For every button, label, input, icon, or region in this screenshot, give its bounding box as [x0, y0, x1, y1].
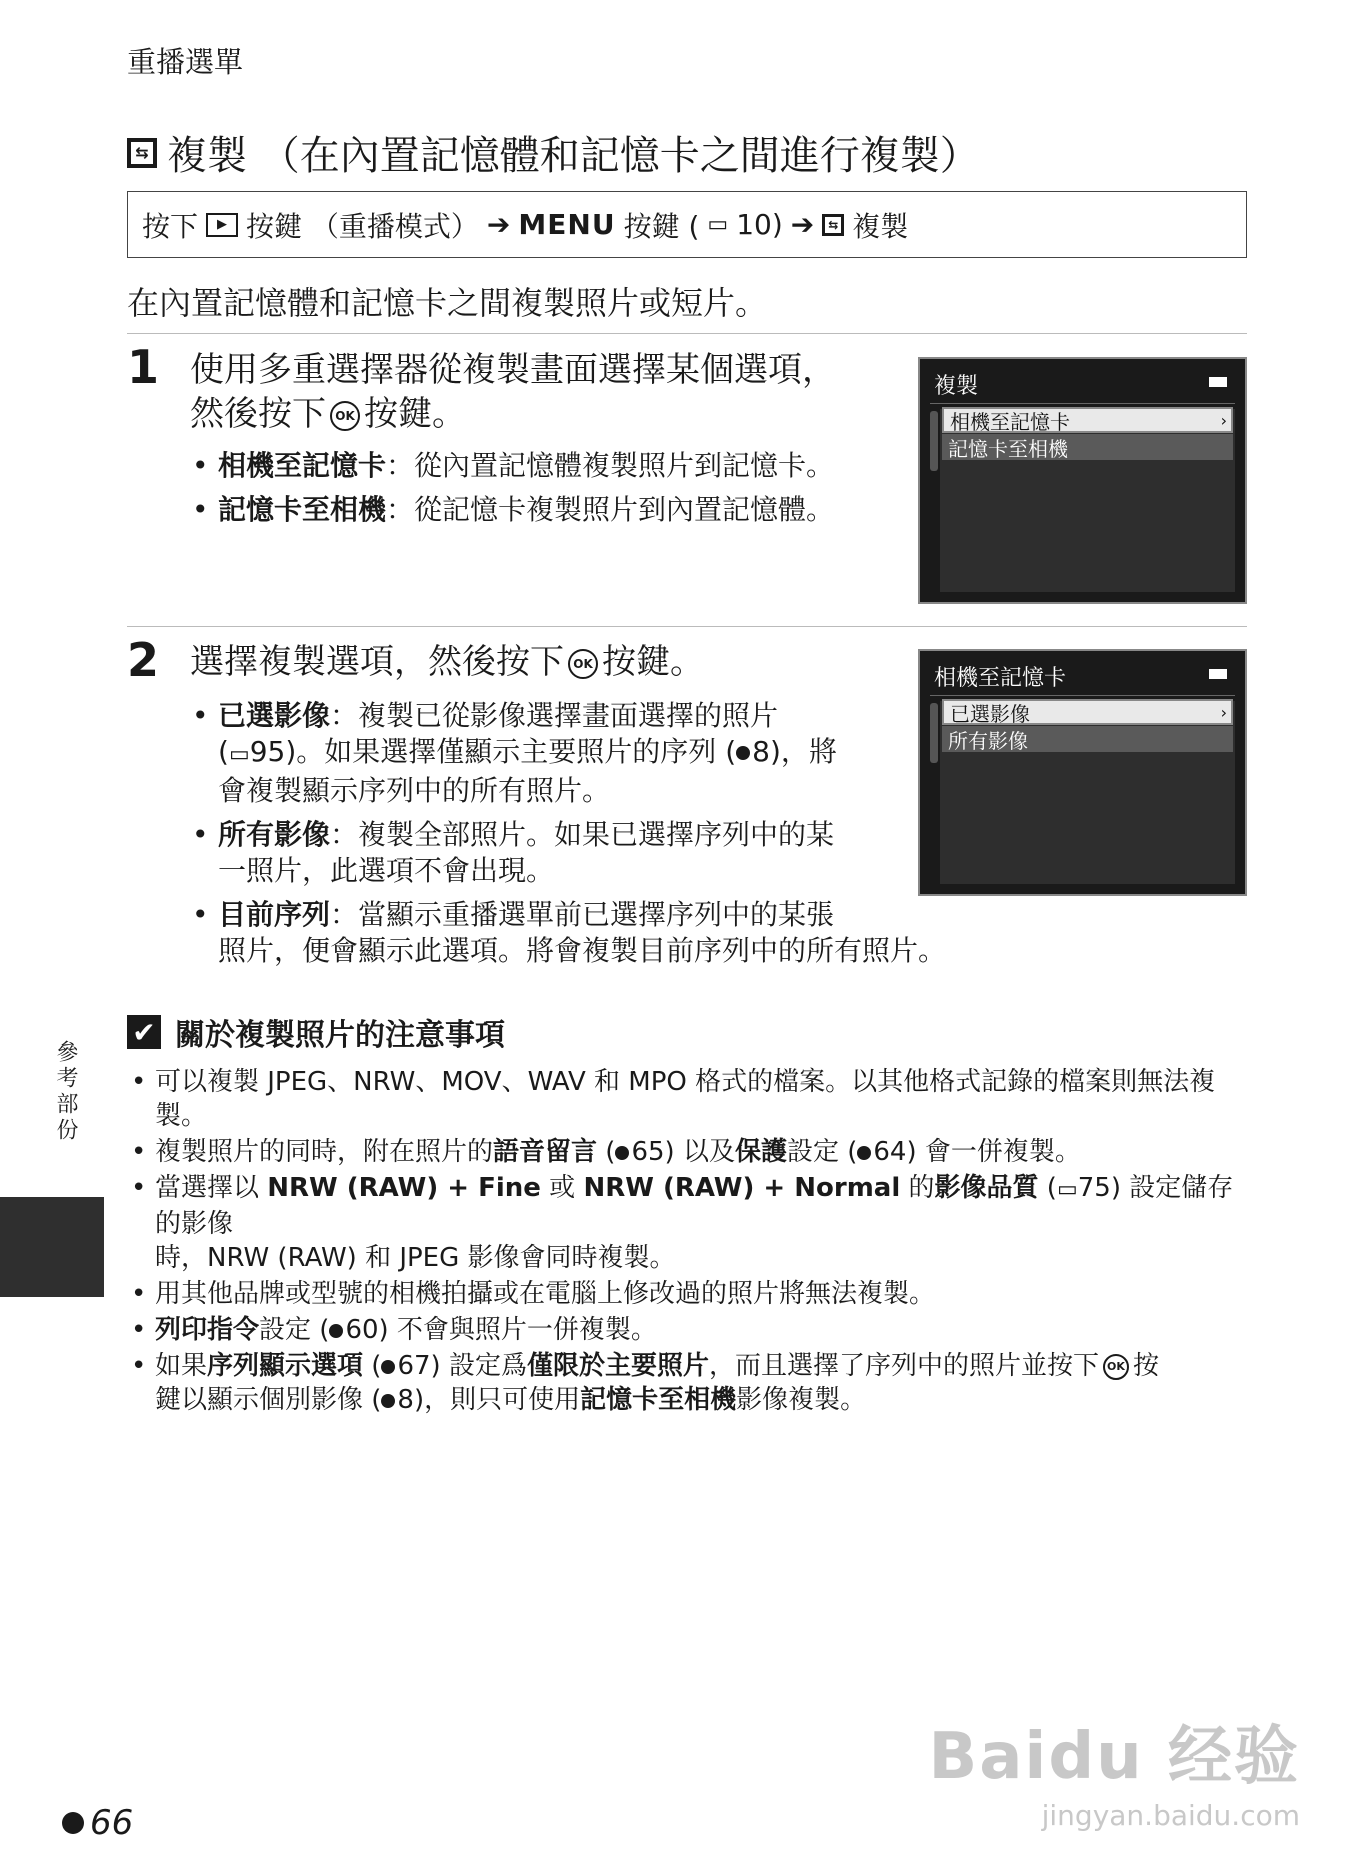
- camera-screen-camera-to-card: [918, 649, 1247, 896]
- note-bold: 影像品質: [934, 1173, 1039, 1203]
- note-text: (: [1038, 1173, 1057, 1203]
- screen-title: 複製: [934, 374, 979, 399]
- menu-option-selected-images[interactable]: 已選影像 ›: [942, 699, 1233, 725]
- checkmark-icon: ✔: [127, 1015, 161, 1049]
- divider: [127, 626, 1247, 627]
- list-item: [190, 897, 1250, 969]
- battery-icon: [1209, 669, 1227, 679]
- notes-title-text: 關於複製照片的注意事項: [175, 1018, 505, 1053]
- e-ref-icon: [736, 746, 750, 760]
- bullet-desc: 一照片，此選項不會出現。: [218, 854, 555, 887]
- note-text: 影像複製。: [736, 1385, 867, 1415]
- screen-divider: [930, 403, 1235, 404]
- book-ref-icon: ▭: [707, 212, 729, 237]
- arrow-icon: ➔: [486, 208, 511, 241]
- e-ref-icon: [62, 1812, 84, 1834]
- step2-line1b: 按鍵。: [602, 642, 704, 682]
- page-number-text: 66: [90, 1803, 134, 1843]
- list-item: [127, 1277, 1252, 1311]
- list-item: [127, 1349, 1252, 1417]
- step-number-1: 1: [127, 340, 160, 394]
- book-ref-icon: ▭: [1056, 1177, 1078, 1202]
- step2-instruction: [190, 640, 704, 684]
- divider: [127, 333, 1247, 334]
- section-header: 重播選單: [127, 45, 244, 79]
- list-item: [127, 1313, 1252, 1347]
- e-ref-icon: [329, 1324, 343, 1338]
- step1-line2: [190, 392, 836, 436]
- bullet-desc: 8)，將: [752, 735, 837, 768]
- menu-option-card-to-camera[interactable]: 記憶卡至相機: [942, 434, 1233, 460]
- nav-ref-page: 10): [736, 208, 783, 241]
- copy-icon: ⇆: [127, 138, 157, 168]
- list-item: [127, 1171, 1252, 1275]
- note-text: 或: [540, 1173, 584, 1203]
- note-text: 60) 不會與照片一併複製。: [345, 1315, 657, 1345]
- bullet-term: 記憶卡至相機: [218, 493, 387, 526]
- bullet-desc: ：當顯示重播選單前已選擇序列中的某張: [330, 898, 835, 931]
- note-bold: NRW (RAW) + Normal: [583, 1173, 901, 1203]
- step1-line2b: 按鍵。: [364, 394, 466, 434]
- note-text: 67) 設定爲: [397, 1351, 527, 1381]
- bullet-desc: 會複製顯示序列中的所有照片。: [218, 774, 611, 807]
- list-item: [190, 492, 910, 528]
- note-text: 時，NRW (RAW) 和 JPEG 影像會同時複製。: [155, 1243, 676, 1273]
- watermark: [928, 1705, 1300, 1832]
- step1-bullets: [190, 448, 910, 536]
- screen-divider: [930, 695, 1235, 696]
- step1-instruction: [190, 348, 836, 436]
- side-tab: [0, 1197, 104, 1297]
- notes-list: [127, 1065, 1252, 1419]
- page-number: [62, 1803, 133, 1843]
- battery-icon: [1209, 377, 1227, 387]
- note-text: 的: [900, 1173, 935, 1203]
- nav-press: 按下: [142, 209, 199, 243]
- e-ref-icon: [857, 1146, 871, 1160]
- intro-text: 在內置記憶體和記憶卡之間複製照片或短片。: [127, 284, 768, 322]
- note-text: (: [597, 1137, 616, 1167]
- note-bold: 語音留言: [493, 1137, 598, 1167]
- bullet-desc: ：複製已從影像選擇畫面選擇的照片: [330, 699, 779, 732]
- ok-icon: OK: [330, 401, 360, 431]
- step1-line1: 使用多重選擇器從複製畫面選擇某個選項，: [190, 350, 836, 390]
- arrow-icon: ➔: [790, 208, 815, 241]
- note-text: 65) 以及: [631, 1137, 735, 1167]
- nav-copy-label: 複製: [852, 209, 909, 243]
- page-title: [127, 124, 980, 181]
- note-bold: 記憶卡至相機: [580, 1385, 737, 1415]
- side-label: 參考部份: [53, 1040, 78, 1144]
- step2-line1a: 選擇複製選項，然後按下: [190, 642, 564, 682]
- note-text: 設定 (: [259, 1315, 330, 1345]
- note-text: 按: [1132, 1351, 1159, 1381]
- bullet-desc: 照片，便會顯示此選項。將會複製目前序列中的所有照片。: [218, 934, 947, 967]
- bullet-term: 相機至記憶卡: [218, 449, 387, 482]
- step-number-2: 2: [127, 633, 160, 687]
- list-item: [190, 448, 910, 484]
- note-text: 可以複製 JPEG、NRW、MOV、WAV 和 MPO 格式的檔案。以其他格式記錄的檔案則無法複製。: [155, 1067, 1216, 1131]
- bullet-term: 目前序列: [218, 898, 331, 931]
- navigation-path: [127, 191, 1247, 258]
- ok-icon: OK: [568, 649, 598, 679]
- watermark-brand: Baidu 经验: [928, 1720, 1300, 1794]
- e-ref-icon: [381, 1394, 395, 1408]
- e-ref-icon: [381, 1360, 395, 1374]
- note-text: 當選擇以: [155, 1173, 268, 1203]
- bullet-desc: ：複製全部照片。如果已選擇序列中的某: [330, 818, 835, 851]
- ok-icon: OK: [1103, 1354, 1129, 1380]
- play-icon: ▶: [206, 213, 238, 237]
- note-text: 設定 (: [786, 1137, 858, 1167]
- nav-menu-button: 按鍵 (: [623, 209, 700, 243]
- bullet-desc: 95)。如果選擇僅顯示主要照片的序列 (: [249, 735, 737, 768]
- menu-option-all-images[interactable]: 所有影像: [942, 726, 1233, 752]
- note-text: 8)，則只可使用: [397, 1385, 581, 1415]
- note-bold: 保護: [734, 1137, 787, 1167]
- bullet-term: 所有影像: [218, 818, 331, 851]
- nav-play-button: 按鍵 （重播模式）: [246, 209, 479, 243]
- note-bold: 列印指令: [155, 1315, 260, 1345]
- note-bold: NRW (RAW) + Fine: [267, 1173, 541, 1203]
- bullet-desc: ：從內置記憶體複製照片到記憶卡。: [386, 449, 835, 482]
- bullet-desc: (: [218, 735, 229, 768]
- scroll-indicator: [930, 411, 938, 471]
- bullet-term: 已選影像: [218, 699, 331, 732]
- camera-screen-copy: [918, 357, 1247, 604]
- note-text: (: [363, 1351, 382, 1381]
- note-text: 64) 會一併複製。: [873, 1137, 1081, 1167]
- page-title-text: 複製 （在內置記憶體和記憶卡之間進行複製）: [167, 133, 980, 179]
- note-text: 鍵以顯示個別影像 (: [155, 1385, 382, 1415]
- notes-title: [127, 1010, 505, 1054]
- note-bold: 序列顯示選項: [207, 1351, 364, 1381]
- step1-line2a: 然後按下: [190, 394, 326, 434]
- note-bold: 僅限於主要照片: [526, 1351, 709, 1381]
- bullet-desc: ：從記憶卡複製照片到內置記憶體。: [386, 493, 835, 526]
- list-item: [127, 1135, 1252, 1169]
- nav-menu-label: MENU: [518, 208, 616, 241]
- note-text: 用其他品牌或型號的相機拍攝或在電腦上修改過的照片將無法複製。: [155, 1279, 936, 1309]
- watermark-url: jingyan.baidu.com: [1041, 1799, 1300, 1832]
- screen-title: 相機至記憶卡: [934, 666, 1067, 691]
- book-ref-icon: ▭: [228, 742, 250, 767]
- copy-icon: ⇆: [822, 214, 844, 236]
- note-text: ，而且選擇了序列中的照片並按下: [708, 1351, 1099, 1381]
- scroll-indicator: [930, 703, 938, 763]
- note-text: 如果: [155, 1351, 208, 1381]
- list-item: [127, 1065, 1252, 1133]
- e-ref-icon: [615, 1146, 629, 1160]
- menu-option-camera-to-card[interactable]: 相機至記憶卡 ›: [942, 407, 1233, 433]
- note-text: 75) 設定儲存的影像: [155, 1173, 1234, 1239]
- note-text: 複製照片的同時，附在照片的: [155, 1137, 494, 1167]
